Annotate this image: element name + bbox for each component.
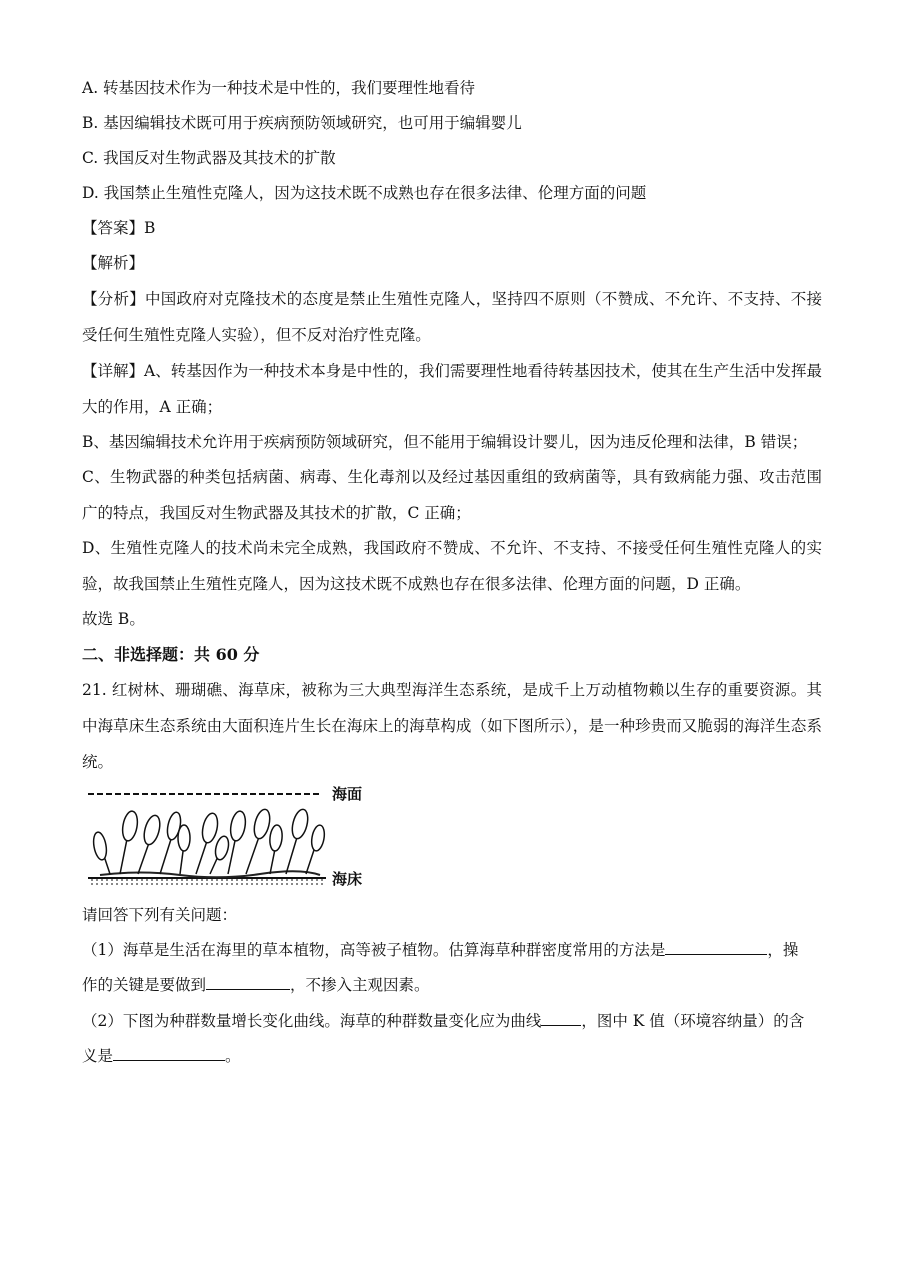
answer-blank-1[interactable]	[665, 940, 767, 955]
answer-blank-4[interactable]	[113, 1046, 225, 1061]
sea-surface-label: 海面	[332, 785, 363, 803]
analysis-detail-a: 【详解】A、转基因作为一种技术本身是中性的，我们需要理性地看待转基因技术，使其在生产生活中发挥最大的作用，A 正确；	[82, 362, 822, 416]
analysis-detail-d: D、生殖性克隆人的技术尚未完全成熟，我国政府不赞成、不允许、不支持、不接受任何生殖性克隆人的实验，故我国禁止生殖性克隆人，因为这技术既不成熟也存在很多法律、伦理方面的问题，D 正确。	[82, 539, 822, 593]
subquestion-1-line-1	[82, 932, 822, 968]
answer-blank-2[interactable]	[206, 975, 290, 990]
analysis-conclusion: 故选 B。	[82, 610, 145, 628]
subquestion-2-line-2	[82, 1038, 822, 1074]
subquestion-1-line-2	[82, 967, 822, 1003]
subquestion-2-line-1	[82, 1003, 822, 1039]
subquestion-2-text-c: 义是	[82, 1047, 114, 1065]
subquestion-2-text-d: 。	[225, 1047, 241, 1065]
section-title: 二、非选择题：共 60 分	[82, 645, 260, 664]
subquestion-1-text-c: 作的关键是要做到	[82, 976, 207, 994]
subquestion-1-text-a: （1）海草是生活在海里的草本植物，高等被子植物。估算海草种群密度常用的方法是	[82, 941, 666, 959]
analysis-fenxi: 【分析】中国政府对克隆技术的态度是禁止生殖性克隆人，坚持四不原则（不赞成、不允许、不支持、不接受任何生殖性克隆人实验），但不反对治疗性克隆。	[82, 290, 822, 344]
subquestion-2-text-b: ，图中 K 值（环境容纳量）的含	[581, 1012, 805, 1030]
option-a: A. 转基因技术作为一种技术是中性的，我们要理性地看待	[82, 79, 476, 97]
option-c: C. 我国反对生物武器及其技术的扩散	[82, 149, 336, 167]
subquestion-1-text-b: ，操	[767, 941, 799, 959]
subquestion-1-text-d: ，不掺入主观因素。	[290, 976, 430, 994]
answer-blank-3[interactable]	[541, 1011, 581, 1026]
question-prompt: 请回答下列有关问题：	[82, 906, 238, 924]
seagrass-figure	[80, 778, 380, 894]
analysis-label: 【解析】	[82, 254, 145, 272]
analysis-detail-c: C、生物武器的种类包括病菌、病毒、生化毒剂以及经过基因重组的致病菌等，具有致病能力强、攻击范围广的特点，我国反对生物武器及其技术的扩散，C 正确；	[82, 468, 822, 522]
seabed-label: 海床	[332, 870, 363, 888]
analysis-detail-b: B、基因编辑技术允许用于疾病预防领域研究，但不能用于编辑设计婴儿，因为违反伦理和法律，B 错误；	[82, 433, 808, 451]
subquestion-2-text-a: （2）下图为种群数量增长变化曲线。海草的种群数量变化应为曲线	[82, 1012, 542, 1030]
answer: 【答案】B	[82, 219, 156, 237]
option-d: D. 我国禁止生殖性克隆人，因为这技术既不成熟也存在很多法律、伦理方面的问题	[82, 184, 647, 202]
question-21-intro: 21. 红树林、珊瑚礁、海草床，被称为三大典型海洋生态系统，是成千上万动植物赖以生存的重要资源。其中海草床生态系统由大面积连片生长在海床上的海草构成（如下图所示），是一种珍贵而又脆弱的海洋生态系统。	[82, 681, 822, 771]
option-b: B. 基因编辑技术既可用于疾病预防领域研究，也可用于编辑婴儿	[82, 114, 522, 132]
